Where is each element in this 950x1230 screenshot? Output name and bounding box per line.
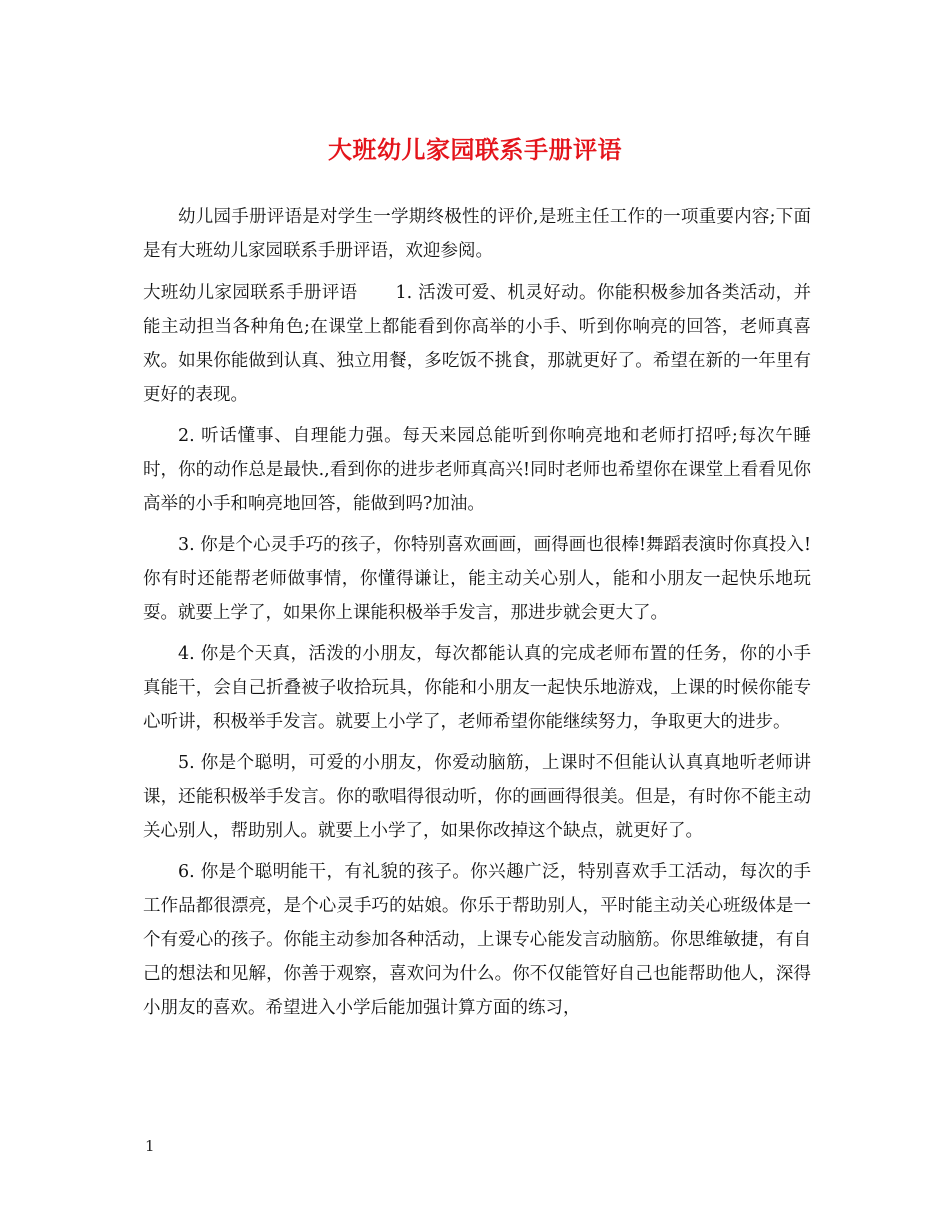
first-comment-paragraph xyxy=(143,276,811,412)
page-title: 大班幼儿家园联系手册评语 xyxy=(328,135,622,164)
comment-item-1: 1. 活泼可爱、机灵好动。你能积极参加各类活动，并能主动担当各种角色;在课堂上都能看到你高举的小手、听到你响亮的回答，老师真喜欢。如果你能做到认真、独立用餐，多吃饭不挑食，那就更好了。希望在新的一年里有更好的表现。 xyxy=(143,283,811,405)
document-body xyxy=(143,200,811,1032)
comment-item-3: 3. 你是个心灵手巧的孩子，你特别喜欢画画，画得画也很棒!舞蹈表演时你真投入!你有时还能帮老师做事情，你懂得谦让，能主动关心别人，能和小朋友一起快乐地玩耍。就要上学了，如果你上课能积极举手发言，那进步就会更大了。 xyxy=(143,535,811,623)
comment-item-6: 6. 你是个聪明能干，有礼貌的孩子。你兴趣广泛，特别喜欢手工活动，每次的手工作品都很漂亮，是个心灵手巧的姑娘。你乐于帮助别人，平时能主动关心班级体是一个有爱心的孩子。你能主动参加各种活动，上课专心能发言动脑筋。你思维敏捷，有自己的想法和见解，你善于观察，喜欢问为什么。你不仅能管好自己也能帮助他人，深得小朋友的喜欢。希望进入小学后能加强计算方面的练习， xyxy=(143,862,811,1018)
comment-item-5: 5. 你是个聪明，可爱的小朋友，你爱动脑筋，上课时不但能认认真真地听老师讲课，还能积极举手发言。你的歌唱得很动听，你的画画得很美。但是，有时你不能主动关心别人，帮助别人。就要上小学了，如果你改掉这个缺点，就更好了。 xyxy=(143,753,811,841)
section-heading: 大班幼儿家园联系手册评语 xyxy=(143,283,358,303)
page-number: 1 xyxy=(145,1137,155,1155)
comment-item-2: 2. 听话懂事、自理能力强。每天来园总能听到你响亮地和老师打招呼;每次午睡时，你的动作总是最快.,看到你的进步老师真高兴!同时老师也希望你在课堂上看看见你高举的小手和响亮地回答，能做到吗?加油。 xyxy=(143,426,811,514)
intro-paragraph: 幼儿园手册评语是对学生一学期终极性的评价,是班主任工作的一项重要内容;下面是有大班幼儿家园联系手册评语，欢迎参阅。 xyxy=(143,207,811,261)
comment-item-4: 4. 你是个天真，活泼的小朋友，每次都能认真的完成老师布置的任务，你的小手真能干，会自己折叠被子收拾玩具，你能和小朋友一起快乐地游戏，上课的时候你能专心听讲，积极举手发言。就要上小学了，老师希望你能继续努力，争取更大的进步。 xyxy=(143,644,811,732)
